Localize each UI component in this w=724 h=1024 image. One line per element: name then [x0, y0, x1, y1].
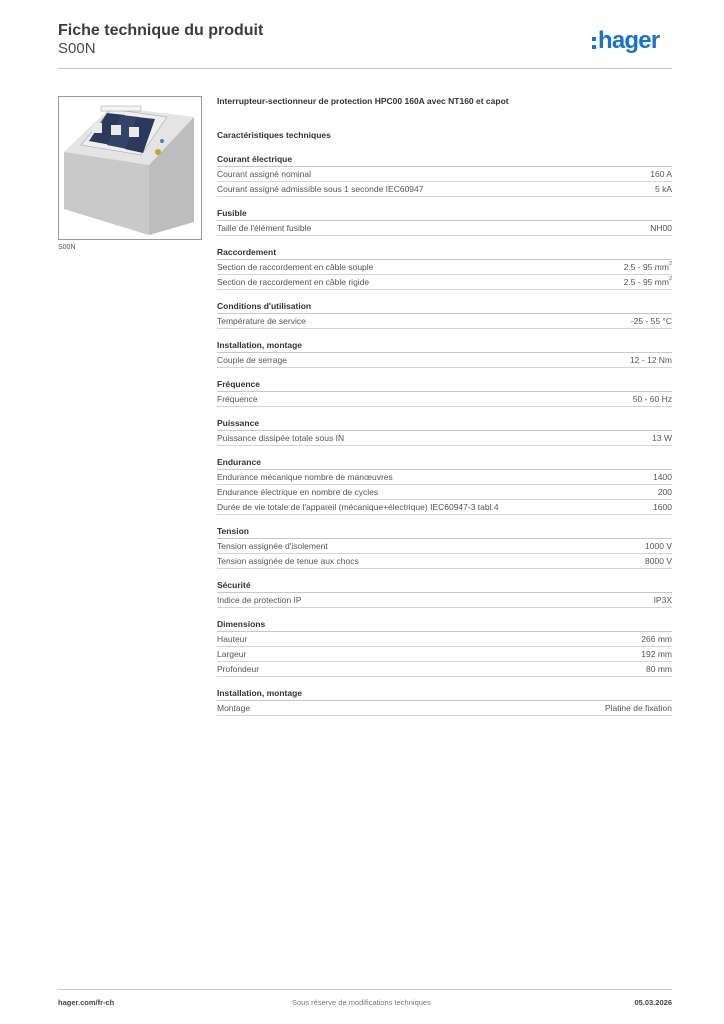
spec-value-cell: [624, 260, 672, 274]
spec-value-cell: [631, 314, 672, 328]
spec-value-cell: [605, 701, 672, 715]
hager-logo: [592, 28, 659, 54]
spec-section-title: Puissance: [217, 417, 672, 431]
spec-value: IP3X: [653, 595, 672, 605]
spec-section: [217, 456, 672, 515]
spec-section: [217, 579, 672, 608]
spec-row: [217, 647, 672, 662]
logo-text: hager: [598, 27, 660, 54]
spec-value-cell: [641, 632, 672, 646]
spec-value: -25 - 55 °C: [630, 316, 672, 326]
spec-value: 8000 V: [645, 556, 672, 566]
spec-section-title: Fréquence: [217, 378, 672, 392]
spec-value-superscript: 2: [668, 261, 672, 267]
spec-label: Tension assignée d'isolement: [217, 541, 328, 551]
spec-label: Section de raccordement en câble souple: [217, 262, 374, 272]
spec-row: [217, 392, 672, 407]
spec-row: [217, 554, 672, 569]
spec-value: 192 mm: [641, 649, 672, 659]
spec-label: Indice de protection IP: [217, 595, 302, 605]
spec-row: [217, 182, 672, 197]
spec-section-title: Raccordement: [217, 246, 672, 260]
spec-label: Tension assignée de tenue aux chocs: [217, 556, 359, 566]
spec-value: 1400: [653, 472, 672, 482]
spec-label: Durée de vie totale de l'appareil (mécanique+électrique) IEC60947-3 tabl.4: [217, 502, 499, 512]
footer-disclaimer: Sous réserve de modifications techniques: [292, 998, 431, 1007]
spec-value-cell: [630, 353, 672, 367]
spec-value: Platine de fixation: [604, 703, 672, 713]
spec-value-cell: [653, 500, 672, 514]
spec-section-title: Installation, montage: [217, 687, 672, 701]
switch-disconnector-illustration: [59, 97, 201, 239]
spec-row: [217, 539, 672, 554]
spec-label: Hauteur: [217, 634, 248, 644]
spec-label: Endurance mécanique nombre de manœuvres: [217, 472, 393, 482]
spec-section-title: Conditions d'utilisation: [217, 300, 672, 314]
spec-value-cell: [641, 647, 672, 661]
spec-section: [217, 618, 672, 677]
spec-section: [217, 417, 672, 446]
spec-section-title: Fusible: [217, 207, 672, 221]
spec-section-title: Endurance: [217, 456, 672, 470]
spec-section-title: Installation, montage: [217, 339, 672, 353]
spec-value-cell: [658, 485, 672, 499]
spec-label: Couple de serrage: [217, 355, 287, 365]
spec-label: Endurance électrique en nombre de cycles: [217, 487, 379, 497]
spec-value: 12 - 12 Nm: [629, 355, 672, 365]
spec-value: 2.5 - 95 mm: [623, 277, 669, 287]
spec-value-superscript: 2: [668, 276, 672, 282]
spec-value: 50 - 60 Hz: [632, 394, 672, 404]
spec-section: [217, 207, 672, 236]
spec-value-cell: [655, 182, 672, 196]
spec-label: Courant assigné nominal: [217, 169, 312, 179]
spec-section: [217, 687, 672, 716]
characteristics-heading: Caractéristiques techniques: [217, 130, 331, 140]
spec-row: [217, 593, 672, 608]
spec-section: [217, 339, 672, 368]
spec-row: [217, 275, 672, 290]
spec-label: Section de raccordement en câble rigide: [217, 277, 370, 287]
datasheet-content: [217, 94, 672, 726]
spec-row: [217, 353, 672, 368]
spec-value: NH00: [650, 223, 672, 233]
spec-value: 1000 V: [645, 541, 672, 551]
spec-value: 1600: [653, 502, 672, 512]
spec-label: Courant assigné admissible sous 1 seconde IEC60947: [217, 184, 424, 194]
spec-value: 160 A: [650, 169, 672, 179]
spec-label: Largeur: [217, 649, 247, 659]
spec-row: [217, 662, 672, 677]
header-divider: [58, 68, 672, 69]
spec-row: [217, 632, 672, 647]
spec-row: [217, 221, 672, 236]
spec-label: Montage: [217, 703, 251, 713]
spec-value: 266 mm: [641, 634, 672, 644]
spec-value-cell: [653, 470, 672, 484]
spec-value: 80 mm: [646, 664, 672, 674]
spec-row: [217, 314, 672, 329]
footer-website-link[interactable]: hager.com/fr-ch: [58, 998, 115, 1007]
spec-value: 2.5 - 95 mm: [623, 262, 669, 272]
spec-section-title: Tension: [217, 525, 672, 539]
spec-value-cell: [646, 662, 672, 676]
spec-row: [217, 167, 672, 182]
spec-label: Taille de l'élément fusible: [217, 223, 312, 233]
spec-section: [217, 300, 672, 329]
spec-value-cell: [650, 167, 672, 181]
spec-value-cell: [624, 275, 672, 289]
product-image-caption: S00N: [58, 244, 76, 251]
spec-value: 5 kA: [654, 184, 672, 194]
spec-row: [217, 500, 672, 515]
spec-section-title: Dimensions: [217, 618, 672, 632]
product-title: Interrupteur-sectionneur de protection HPC00 160A avec NT160 et capot: [217, 96, 509, 106]
characteristics-list: [217, 153, 672, 716]
spec-label: Profondeur: [217, 664, 260, 674]
spec-section: [217, 525, 672, 569]
spec-row: [217, 260, 672, 275]
spec-value-cell: [645, 554, 672, 568]
spec-value-cell: [645, 539, 672, 553]
spec-section-title: Courant électrique: [217, 153, 672, 167]
spec-label: Température de service: [217, 316, 306, 326]
footer-divider: [58, 989, 672, 990]
spec-row: [217, 470, 672, 485]
spec-value-cell: [650, 221, 672, 235]
spec-section: [217, 378, 672, 407]
spec-value-cell: [654, 593, 672, 607]
page-title: Fiche technique du produit: [58, 22, 264, 39]
spec-label: Puissance dissipée totale sous IN: [217, 433, 345, 443]
product-reference: S00N: [58, 40, 96, 57]
product-image: [58, 96, 202, 240]
spec-label: Fréquence: [217, 394, 258, 404]
spec-row: [217, 701, 672, 716]
logo-dots-icon: [592, 37, 596, 49]
spec-section: [217, 153, 672, 197]
spec-section: [217, 246, 672, 290]
footer-date: 05.03.2026: [634, 998, 672, 1007]
spec-value-cell: [633, 392, 672, 406]
spec-row: [217, 431, 672, 446]
spec-value: 200: [657, 487, 672, 497]
spec-value: 13 W: [652, 433, 672, 443]
spec-section-title: Sécurité: [217, 579, 672, 593]
spec-value-cell: [652, 431, 672, 445]
spec-row: [217, 485, 672, 500]
